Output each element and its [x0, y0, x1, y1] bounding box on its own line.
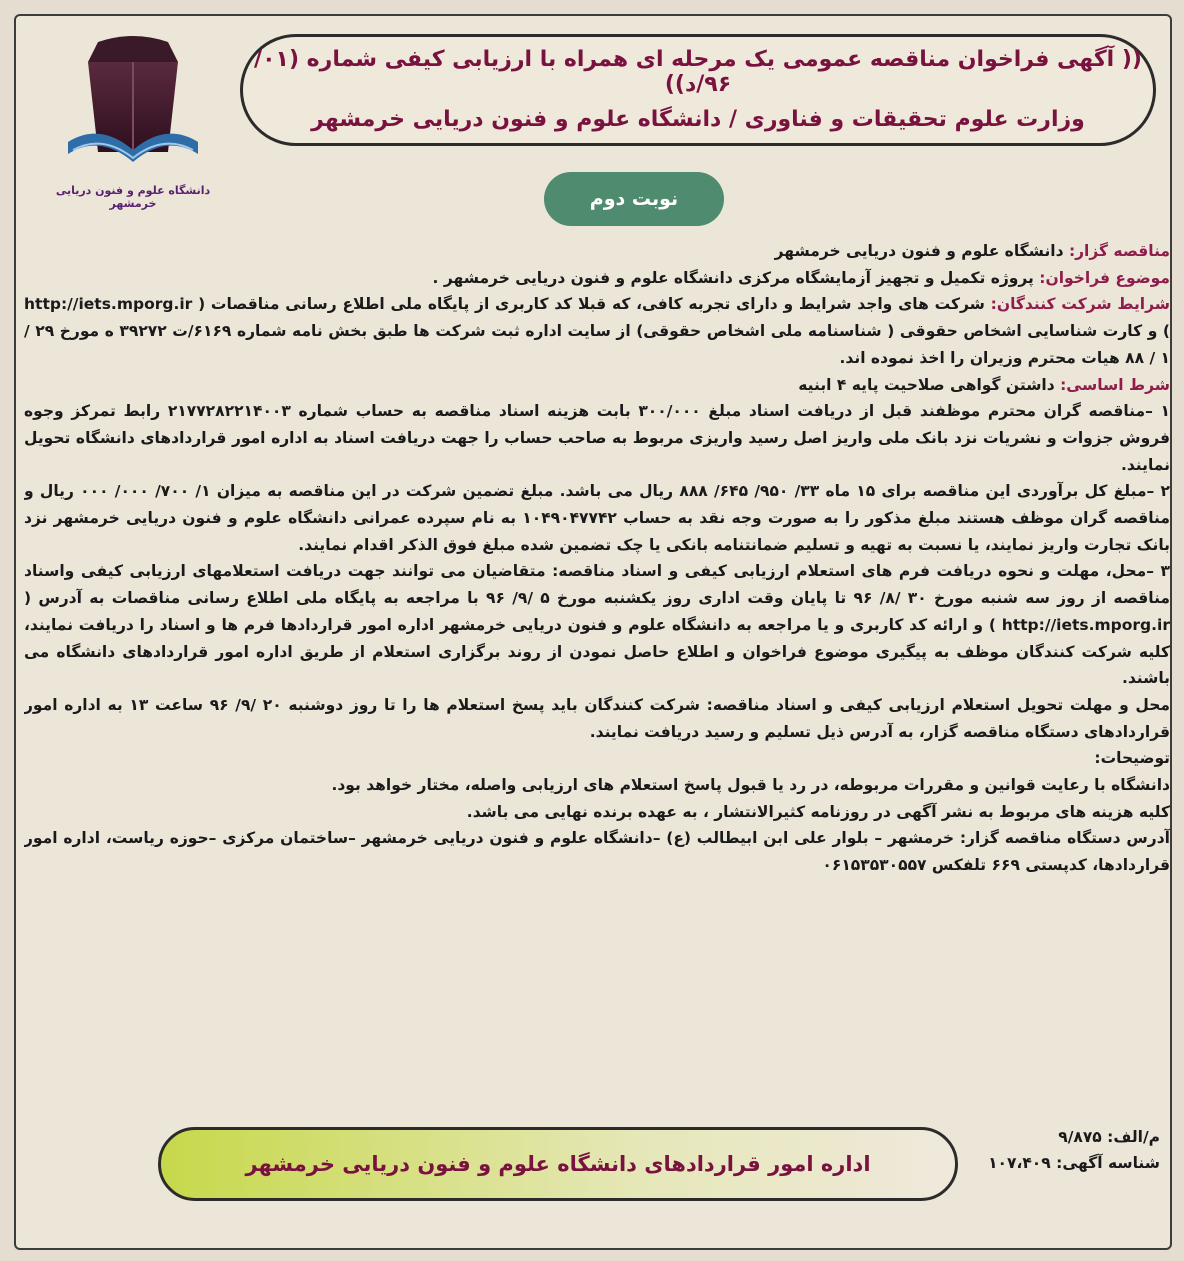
ma-alef: م/الف: ۹/۸۷۵ — [1058, 1128, 1160, 1146]
logo-caption: دانشگاه علوم و فنون دریایی خرمشهر — [55, 184, 211, 210]
item-2: ۲ –مبلغ کل برآوردی این مناقصه برای ۱۵ ماه ۳۳/ ۹۵۰/ ۶۴۵/ ۸۸۸ ریال می باشد. مبلغ تضمین شرکت در این مناقصه به میزان ۱/ ۷۰۰/ ۰۰۰/ ۰۰۰ ریال و مناقصه گران موظف هستند مبلغ مذکور را به صورت وجه نقد به حساب ۱۰۴۹۰۴۷۷۴۲ به نام سپرده عمرانی دانشگاه علوم و فنون دریایی خرمشهر نزد بانک تجارت واریز نمایند، یا نسبت به تهیه و تسلیم ضمانتنامه بانکی یا چک تضمین شده مبلغ فوق الذکر اقدام نمایند. — [24, 482, 1170, 554]
round-badge: نوبت دوم — [544, 172, 724, 226]
tender-holder-label: مناقصه گزار: — [1068, 242, 1170, 260]
basic-condition-label: شرط اساسی: — [1060, 375, 1170, 394]
conditions-text-2: ) و کارت شناسایی اشخاص حقوقی ( شناسنامه ملی اشخاص حقوقی) از سایت اداره ثبت شرکت ها طبق بخش نامه شماره ۶۱۶۹/ت ۳۹۲۷۲ ه مورخ ۲۹ / ۱ / ۸۸ هیات محترم وزیران را اخذ نموده اند. — [24, 322, 1170, 367]
notice-title: (( آگهی فراخوان مناقصه عمومی یک مرحله ای همراه با ارزیابی کیفی شماره (۰۱/ ۹۶/د)) — [254, 47, 1142, 97]
item-3-url: http://iets.mporg.ir — [1001, 615, 1170, 634]
building-book-icon — [28, 22, 238, 182]
tender-holder-value: دانشگاه علوم و فنون دریایی خرمشهر — [774, 242, 1069, 260]
note-1: دانشگاه با رعایت قوانین و مقررات مربوطه، در رد یا قبول پاسخ استعلام های ارزیابی واصله، مختار خواهد بود. — [331, 776, 1170, 795]
notice-body — [24, 238, 1170, 1128]
item-1: ۱ –مناقصه گران محترم موظفند قبل از دریافت اسناد مبلغ ۳۰۰/۰۰۰ بابت هزینه اسناد مناقصه به حساب شماره ۲۱۷۷۲۸۲۲۱۴۰۰۳ رابط تمرکز وجوه فروش جزوات و نشریات نزد بانک ملی واریز اصل رسید واریزی مربوط به صاحب حساب را جهت دریافت اسناد به اداره امور قراردادهای دانشگاه تحویل نمایند. — [24, 402, 1170, 474]
ministry-title: وزارت علوم تحقیقات و فناوری / دانشگاه علوم و فنون دریایی خرمشهر — [311, 107, 1085, 132]
title-box — [240, 34, 1156, 146]
university-logo — [28, 22, 238, 212]
notes-title: توضیحات: — [1094, 749, 1170, 768]
conditions-text-1: شرکت های واجد شرایط و دارای تجربه کافی، که قبلا کد کاربری از پایگاه ملی اطلاع رسانی مناقصات ( — [198, 295, 991, 314]
delivery-paragraph: محل و مهلت تحویل استعلام ارزیابی کیفی و اسناد مناقصه: شرکت کنندگان باید پسخ استعلام ها را تا روز دوشنبه ۲۰ /۹/ ۹۶ ساعت ۱۳ به اداره امور قراردادهای دستگاه مناقصه گزار، به آدرس ذیل تسلیم و رسید دریافت نمایند. — [24, 695, 1170, 741]
note-2: کلیه هزینه های مربوط به نشر آگهی در روزنامه کثیرالانتشار ، به عهده برنده نهایی می باشد. — [466, 802, 1170, 821]
item-3-text-a: ۳ –محل، مهلت و نحوه دریافت فرم های استعلام ارزیابی کیفی و اسناد مناقصه: متقاضیان می توانند جهت دریافت استعلامهای ارزیابی کیفی واسناد مناقصه از روز سه شنبه مورخ ۳۰ /۸/ ۹۶ تا پایان وقت اداری روز یکشنبه مورخ ۵ /۹/ ۹۶ با مراجعه به پایگاه ملی اطلاع رسانی مناقصات به آدرس ( — [24, 562, 1170, 608]
conditions-paragraph — [24, 291, 1170, 371]
item-3 — [24, 558, 1170, 692]
basic-condition-value: داشتن گواهی صلاحیت پایه ۴ ابنیه — [798, 375, 1061, 394]
conditions-url: http://iets.mporg.ir — [24, 295, 193, 314]
item-3-text-b: ) و ارائه کد کاربری و یا مراجعه به دانشگاه علوم و فنون دریایی خرمشهر اداره امور قراردادها فرم ها و اسناد را دریافت نمایند، کلیه شرکت کنندگان موظف به پیگیری موضوع فراخوان و اطلاع حاصل نمودن از روند برگزاری استعلام از طریق اداره امور قراردادهای دانشگاه می باشند. — [24, 615, 1170, 688]
ad-identifiers — [960, 1124, 1160, 1176]
subject-label: موضوع فراخوان: — [1039, 268, 1170, 287]
subject-value: پروژه تکمیل و تجهیز آزمایشگاه مرکزی دانشگاه علوم و فنون دریایی خرمشهر . — [432, 268, 1040, 287]
tender-holder-line — [24, 238, 1170, 265]
department-footer: اداره امور قراردادهای دانشگاه علوم و فنون دریایی خرمشهر — [158, 1127, 958, 1201]
subject-line — [24, 265, 1170, 292]
address-paragraph: آدرس دستگاه مناقصه گزار: خرمشهر – بلوار علی ابن ابیطالب (ع) –دانشگاه علوم و فنون دریایی خرمشهر –ساختمان مرکزی –حوزه ریاست، اداره امور قراردادها، کدپستی ۶۶۹ تلفکس ۰۶۱۵۳۵۳۰۵۵۷ — [24, 829, 1170, 875]
conditions-label: شرایط شرکت کنندگان: — [990, 295, 1170, 314]
ad-id: شناسه آگهی: ۱۰۷،۴۰۹ — [988, 1154, 1160, 1172]
basic-condition-line — [24, 372, 1170, 399]
